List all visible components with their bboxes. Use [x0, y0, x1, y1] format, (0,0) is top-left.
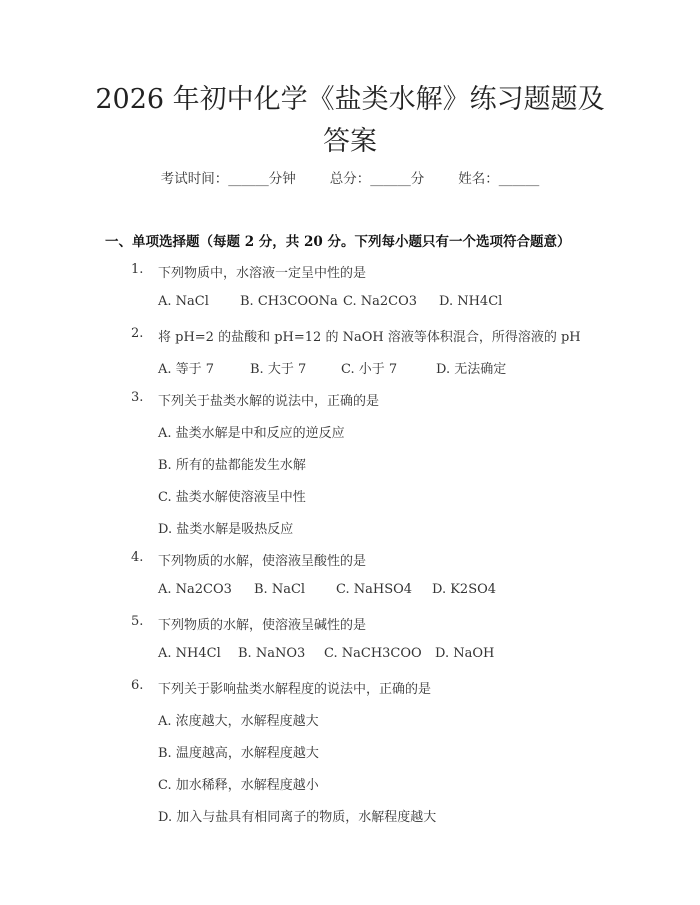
question-number: 6. [131, 678, 144, 693]
option-d: D. 盐类水解是吸热反应 [158, 522, 294, 537]
question-text: 下列物质中，水溶液一定呈中性的是 [158, 266, 367, 281]
option-d: D. NH4Cl [439, 294, 503, 309]
question-number: 3. [131, 390, 144, 405]
question-number: 2. [131, 326, 144, 341]
option-b: B. NaNO3 [238, 646, 306, 661]
question-number: 5. [131, 614, 144, 629]
option-a: A. NaCl [158, 294, 209, 309]
question-text: 下列关于盐类水解的说法中，正确的是 [158, 394, 380, 409]
option-c: C. NaCH3COO [324, 646, 422, 661]
option-d: D. 无法确定 [436, 362, 507, 377]
option-d: D. NaOH [435, 646, 495, 661]
option-c: C. Na2CO3 [343, 294, 418, 309]
question-number: 4. [131, 550, 144, 565]
option-a: A. 浓度越大，水解程度越大 [158, 714, 319, 729]
option-a: A. NH4Cl [158, 646, 221, 661]
option-a: A. 等于 7 [158, 362, 215, 377]
option-row [158, 294, 502, 309]
option-b: B. 所有的盐都能发生水解 [158, 458, 306, 473]
question-text: 下列关于影响盐类水解程度的说法中，正确的是 [158, 682, 432, 697]
option-c: C. 小于 7 [341, 362, 398, 377]
exam-time-label: 考试时间：______分钟 [160, 171, 296, 187]
section-heading: 一、单项选择题（每题 2 分，共 20 分。下列每小题只有一个选项符合题意） [105, 234, 571, 250]
question-text: 下列物质的水解，使溶液呈酸性的是 [158, 554, 367, 569]
option-a: A. 盐类水解是中和反应的逆反应 [158, 426, 345, 441]
document-title: 2026 年初中化学《盐类水解》练习题题及答案 [95, 84, 605, 157]
option-row [158, 646, 494, 661]
option-row [158, 358, 506, 377]
option-row [158, 582, 496, 597]
option-c: C. NaHSO4 [336, 582, 413, 597]
option-b: B. CH3COONa [240, 294, 338, 309]
question-text: 将 pH=2 的盐酸和 pH=12 的 NaOH 溶液等体积混合，所得溶液的 pH [158, 330, 581, 345]
option-c: C. 盐类水解使溶液呈中性 [158, 490, 306, 505]
question-text: 下列物质的水解，使溶液呈碱性的是 [158, 618, 367, 633]
option-a: A. Na2CO3 [158, 582, 232, 597]
option-c: C. 加水稀释，水解程度越小 [158, 778, 319, 793]
total-score-label: 总分：______分 [329, 171, 425, 187]
option-b: B. 温度越高，水解程度越大 [158, 746, 319, 761]
option-d: D. K2SO4 [432, 582, 497, 597]
question-number: 1. [131, 262, 144, 277]
exam-info [0, 167, 700, 187]
name-label: 姓名：______ [458, 171, 540, 187]
option-b: B. NaCl [254, 582, 306, 597]
option-d: D. 加入与盐具有相同离子的物质，水解程度越大 [158, 810, 437, 825]
option-b: B. 大于 7 [250, 362, 307, 377]
